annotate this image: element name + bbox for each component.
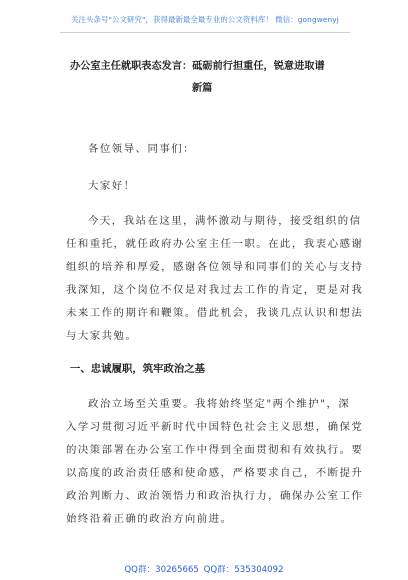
paragraph-1-line-1: 今天，我站在这里，满怀激动与期待，接受组织的信 <box>88 215 362 227</box>
paragraph-1-line-4: 我深知，这个岗位不仅是对我过去工作的肯定，更是对我 <box>66 284 364 296</box>
salutation: 各位领导、同事们： <box>88 143 196 155</box>
paragraph-1-line-3: 组织的培养和厚爱，感谢各位领导和同事们的关心与支持 <box>66 261 364 273</box>
document-title-line-1: 办公室主任就职表态发言：砥砺前行担重任，锐意进取谱 <box>70 61 325 72</box>
paragraph-1-line-2: 任和重托，就任政府办公室主任一职。在此，我衷心感谢 <box>66 238 364 250</box>
paragraph-2-line-3: 的决策部署在办公室工作中得到全面贯彻和有效执行。要 <box>66 444 364 456</box>
paragraph-2-line-4: 以高度的政治责任感和使命感，严格要求自己，不断提升 <box>66 467 364 479</box>
paragraph-2-line-1: 政治立场至关重要。我将始终坚定"两个维护"，深 <box>88 398 351 410</box>
footer-qq-group-1: QQ群：30265665 <box>124 565 199 575</box>
footer-contact <box>0 563 408 575</box>
footer-qq-group-2: QQ群：535304092 <box>203 565 284 575</box>
paragraph-2-line-2: 入学习贯彻习近平新时代中国特色社会主义思想，确保党 <box>66 421 364 433</box>
paragraph-2-line-6: 始终沿着正确的政治方向前进。 <box>66 513 233 525</box>
section-heading-1: 一、忠诚履职，筑牢政治之基 <box>70 363 206 375</box>
paragraph-2-line-5: 政治判断力、政治领悟力和政治执行力，确保办公室工作 <box>66 490 364 502</box>
greeting: 大家好！ <box>88 180 136 192</box>
document-title-line-2: 新篇 <box>192 83 213 94</box>
header-banner <box>60 6 350 33</box>
paragraph-1-line-5: 未来工作的期许和鞭策。借此机会，我谈几点认识和想法 <box>66 307 364 319</box>
paragraph-1-line-6: 与大家共勉。 <box>66 330 138 342</box>
header-banner-text: 关注头条号"公文研究"，获得最新最全最专业的公文资料库！ 微信：gongwenyj <box>71 15 339 24</box>
